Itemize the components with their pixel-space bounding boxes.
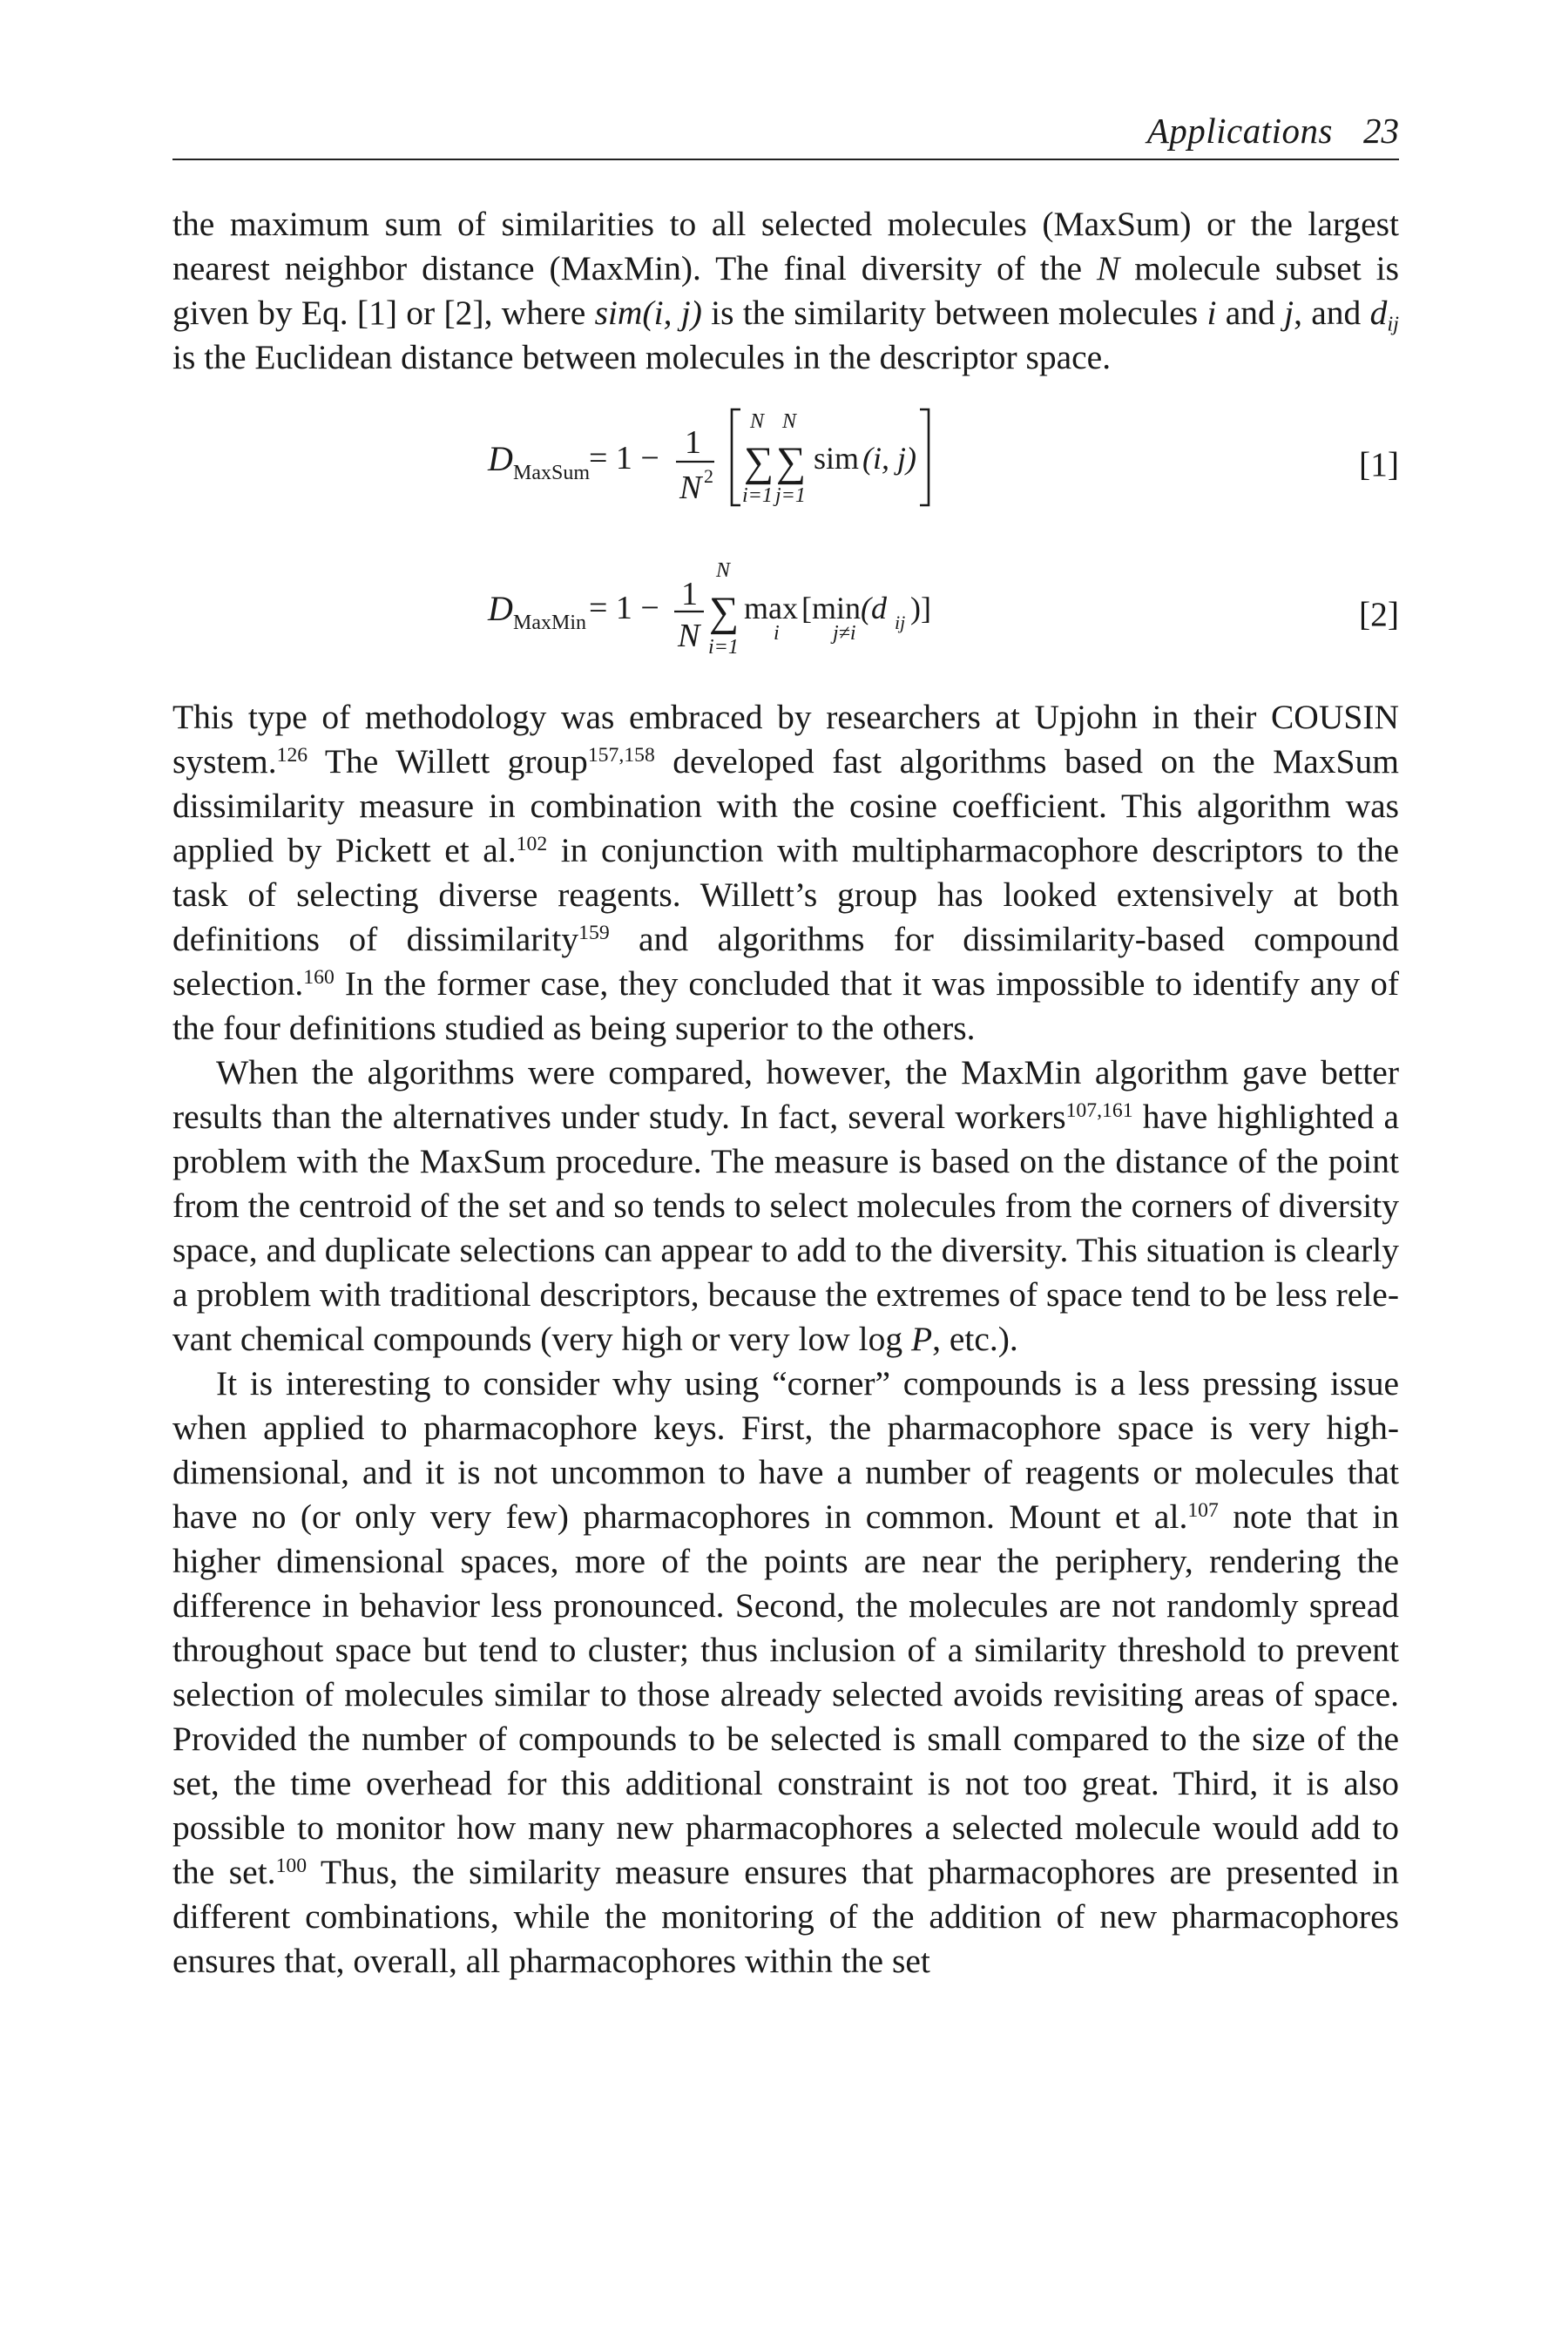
eq2-equals-one-minus: = 1 − xyxy=(589,590,659,626)
citation: 102 xyxy=(516,832,548,855)
equation-1-number: [1] xyxy=(1358,445,1399,483)
text-run: The Willett group xyxy=(308,742,588,781)
text-run: This type of methodology was embraced by researchers at Upjohn in their COUSIN system. xyxy=(172,698,1399,781)
text-run: molecule subset is given by Eq. [1] or [2], where xyxy=(172,249,1399,332)
equation-block xyxy=(172,399,1399,695)
text-run: Thus, the similarity measure ensures that pharmacophores are presented in different combinations, while the monitoring of the addition of new pharmacophores ensures that, overall, all pharmacophores within the set xyxy=(172,1853,1399,1980)
page-number: 23 xyxy=(1363,111,1399,151)
eq1-right-bracket xyxy=(920,409,929,505)
eq1-denominator-exponent: 2 xyxy=(704,465,713,487)
citation: 160 xyxy=(303,965,335,989)
eq2-fraction-denominator: N xyxy=(678,618,700,654)
eq1-d: D xyxy=(488,439,513,478)
equation-2 xyxy=(172,547,1399,678)
eq1-sum1-lower: i=1 xyxy=(742,484,773,507)
eq1-sum2-lower: j=1 xyxy=(775,484,806,507)
text-run: have highlighted a problem with the MaxSum procedure. The measure is based on the distance of the point from the centroid of the set and so tends to select molecules from the corners of diversity space, and duplicate selections can appear to add to the diversity. This situation is clearly a problem with traditional descriptors, because the extremes of space tend to be less relevant chemical compounds (very high or very low log xyxy=(172,1098,1399,1358)
body-text xyxy=(172,202,1399,1984)
text-run: , and xyxy=(1294,294,1370,332)
eq2-closing: )] xyxy=(910,591,931,625)
citation: 100 xyxy=(275,1854,308,1877)
eq1-sim: sim xyxy=(814,441,860,476)
section-title: Applications xyxy=(1146,111,1333,151)
citation: 159 xyxy=(578,921,610,944)
math-d-subscript: ij xyxy=(1387,312,1399,336)
math-p: P xyxy=(910,1320,933,1358)
paragraph-2 xyxy=(172,695,1399,1051)
text-run: note that in higher dimensional spaces, more of the points are near the periphery, rendering the difference in behavior less pronounced. Second, the molecules are not randomly spread throughout space but tend to cluster; thus inclusion of a similarity threshold to prevent selection of molecules similar to those already selected avoids revisiting areas of space. Provided the number of compounds to be selected is small compared to the size of the set, the time overhead for this additional constraint is not too great. Third, it is also possible to monitor how many new pharmacophores a selected molecule would add to the set. xyxy=(172,1497,1399,1891)
math-d: d xyxy=(1369,294,1388,332)
text-run: In the former case, they concluded that it was impossible to identify any of the four definitions studied as being superior to the others. xyxy=(172,964,1399,1047)
paragraph-3 xyxy=(172,1051,1399,1362)
eq1-sum1-upper: N xyxy=(750,410,765,433)
text-run: the maximum sum of similarities to all selected molecules (MaxSum) or the largest nearest neighbor distance (MaxMin). The final diversity of the xyxy=(172,205,1399,287)
eq2-max-subscript: i xyxy=(774,622,780,645)
eq1-fraction-denominator: N xyxy=(679,470,702,506)
citation: 157,158 xyxy=(587,743,655,767)
math-i: i xyxy=(1206,294,1217,332)
eq2-d-term: (d xyxy=(861,591,887,625)
eq2-min: [min xyxy=(801,591,861,625)
eq2-sum-upper: N xyxy=(716,559,731,582)
citation: 126 xyxy=(276,743,308,767)
text-run: , etc.). xyxy=(932,1320,1018,1358)
text-run: When the algorithms were compared, however, the MaxMin algorithm gave better results than the alternatives under study. In fact, several workers xyxy=(172,1053,1399,1136)
math-n: N xyxy=(1096,249,1120,287)
eq2-sum-sigma: ∑ xyxy=(709,589,740,635)
eq1-fraction-numerator: 1 xyxy=(685,424,701,461)
text-run: is the similarity between molecules xyxy=(701,294,1207,332)
eq1-sum1-sigma: ∑ xyxy=(744,439,774,485)
eq2-max: max xyxy=(744,591,798,625)
text-run: is the Euclidean distance between molecules in the descriptor space. xyxy=(172,338,1112,376)
eq2-sum-lower: i=1 xyxy=(708,636,739,659)
text-run: and algorithms for dissimilarity-based compound selection. xyxy=(172,920,1400,1003)
eq2-min-subscript: j≠i xyxy=(833,622,856,645)
eq1-left-bracket xyxy=(732,409,740,505)
eq2-fraction-numerator: 1 xyxy=(681,576,698,612)
eq2-d-subscript-ij: ij xyxy=(895,612,906,633)
citation: 107 xyxy=(1187,1498,1219,1522)
text-run: It is interesting to consider why using “corner” compounds is a less pressing issue when applied to pharmacophore keys. First, the pharmacophore space is very high-dimensional, and it is not uncommon to have a number of reagents or molecules that have no (or only very few) pharmacophores in common. Mount et al. xyxy=(172,1364,1399,1536)
citation: 107,161 xyxy=(1065,1098,1133,1122)
eq1-sum2-upper: N xyxy=(782,410,797,433)
paragraph-4 xyxy=(172,1362,1399,1984)
eq2-d: D xyxy=(488,589,513,628)
eq2-d-subscript: MaxMin xyxy=(513,612,586,634)
equation-2-number: [2] xyxy=(1358,595,1399,633)
math-sim-ij: sim(i, j) xyxy=(594,294,702,332)
paragraph-1 xyxy=(172,202,1399,380)
text-run: developed fast algorithms based on the MaxSum dissimilarity measure in combination with the cosine coefficient. This algorithm was applied by Pickett et al. xyxy=(172,742,1399,869)
math-j: j xyxy=(1284,294,1294,332)
text-run: in conjunction with multipharmacophore descriptors to the task of selecting diverse reagents. Willett’s group has looked extensively at both definitions of dissimilarity xyxy=(172,831,1399,958)
eq1-sum2-sigma: ∑ xyxy=(776,439,807,485)
eq1-equals-one-minus: = 1 − xyxy=(589,440,659,476)
equation-1 xyxy=(172,399,1399,530)
running-header xyxy=(172,106,1399,160)
eq1-d-subscript: MaxSum xyxy=(513,462,591,484)
eq1-sim-args: (i, j) xyxy=(862,441,916,476)
text-run: and xyxy=(1216,294,1285,332)
